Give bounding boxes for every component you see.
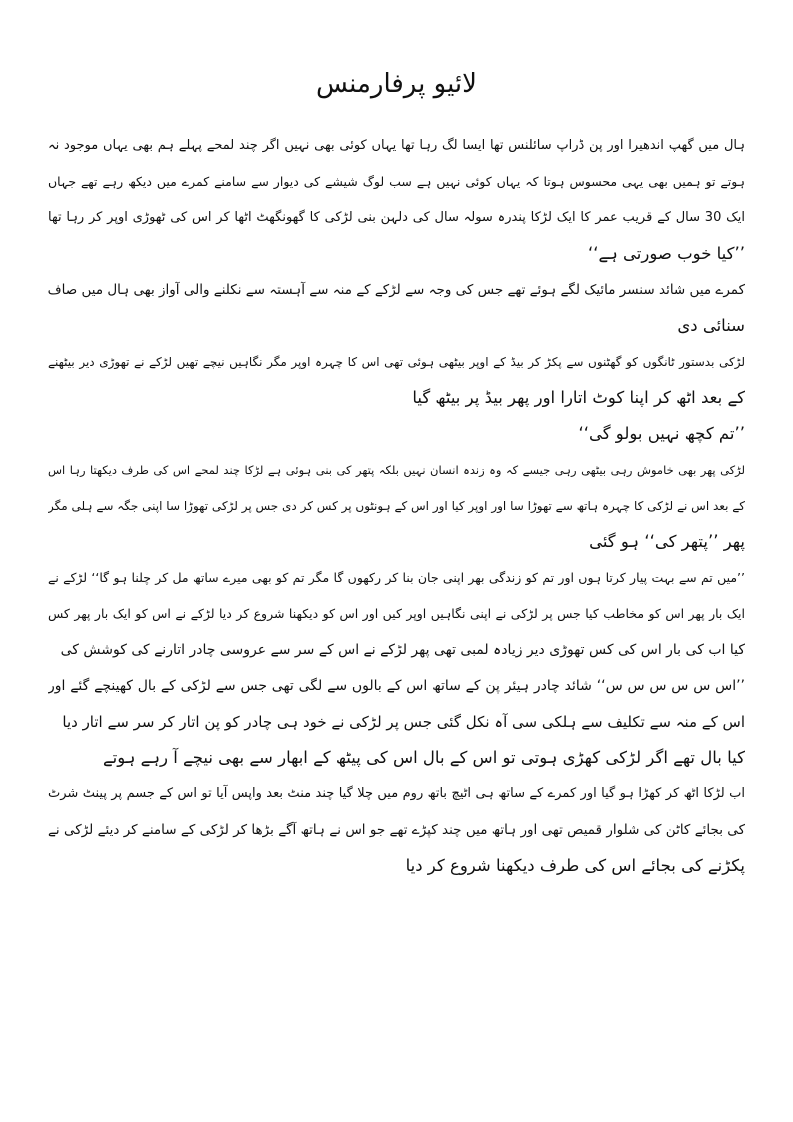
text-line: اب لڑکا اٹھ کر کھڑا ہو گیا اور کمرے کے ساتھ ہی اٹیچ باتھ روم میں چلا گیا چند منٹ بعد واپس آیا تو اس کے جسم پر پینٹ شرٹ (48, 786, 745, 801)
text-line: کیا اب کی بار اس کی کس تھوڑی دیر زیادہ لمبی تھی پھر لڑکے نے اس کے سر سے عروسی چادر اتارنے کی کوشش کی (60, 642, 745, 658)
text-line: کمرے میں شائد سنسر مائیک لگے ہوئے تھے جس کی وجہ سے لڑکے کے منہ سے آہستہ سے نکلنے والی آواز بھی ہال میں صاف (48, 282, 745, 298)
text-line: ایک 30 سال کے قریب عمر کا ایک لڑکا پندرہ سولہ سال کی دلہن بنی لڑکی کا گھونگھٹ اٹھا کر اس کی ٹھوڑی اوپر کر رہا تھا (48, 210, 745, 225)
text-line: ’’کیا خوب صورتی ہے‘‘ (587, 244, 745, 263)
text-line: لڑکی بدستور ٹانگوں کو گھٹنوں سے پکڑ کر بیڈ کے اوپر بیٹھی ہوئی تھی اس کا چہرہ اوپر مگر نگاہیں نیچے تھیں لڑکے نے تھوڑی دیر بیٹھنے (48, 355, 745, 369)
text-line: کے بعد اس نے لڑکی کا چہرہ ہاتھ سے تھوڑا سا اور اوپر کیا اور اس کے ہونٹوں پر کس کر دی جس پر لڑکی تھوڑا سا اپنی جگہ سے ہلی مگر (48, 499, 745, 513)
text-line: ہوتے تو ہمیں بھی یہی محسوس ہوتا کہ یہاں کوئی نہیں ہے سب لوگ شیشے کی دیوار سے سامنے کمرے میں دیکھ رہے تھے جہاں (48, 174, 745, 189)
text-line: سنائی دی (677, 316, 745, 335)
text-line: ’’تم کچھ نہیں بولو گی‘‘ (578, 424, 745, 443)
text-line: لڑکی پھر بھی خاموش رہی بیٹھی رہی جیسے کہ وہ زندہ انسان نہیں بلکہ پتھر کی بنی ہوئی ہے لڑکا چند لمحے اس کی طرف دیکھتا رہا اس (48, 463, 745, 477)
text-line: ’’میں تم سے بہت پیار کرتا ہوں اور تم کو زندگی بھر اپنی جان بنا کر رکھوں گا مگر تم کو بھی میرے ساتھ مل کر چلنا ہو گا‘‘ لڑکے نے (48, 570, 745, 585)
text-line: کے بعد اٹھ کر اپنا کوٹ اتارا اور پھر بیڈ پر بیٹھ گیا (412, 388, 745, 407)
text-line: پھر ’’پتھر کی‘‘ ہو گئی (589, 532, 745, 551)
text-line: کی بجائے کاٹن کی شلوار قمیص تھی اور ہاتھ میں چند کپڑے تھے جو اس نے ہاتھ آگے بڑھا کر لڑکی کے سامنے کر دیئے لڑکی نے (48, 822, 745, 838)
text-line: ایک بار پھر اس کو مخاطب کیا جس پر لڑکی نے اپنی نگاہیں اوپر کیں اور اس کو دیکھنا شروع کر دیا لڑکے نے اس کو ایک بار پھر کس (48, 606, 745, 621)
text-line: ہال میں گھپ اندھیرا اور پن ڈراپ سائلنس تھا ایسا لگ رہا تھا یہاں کوئی بھی نہیں اگر چند لمحے پہلے ہم بھی یہاں موجود نہ (48, 138, 745, 153)
story-text (48, 128, 745, 884)
text-line: پکڑنے کی بجائے اس کی طرف دیکھنا شروع کر دیا (405, 856, 745, 875)
text-line: کیا بال تھے اگر لڑکی کھڑی ہوتی تو اس کے بال اس کی پیٹھ کے ابھار سے بھی نیچے آ رہے ہوتے (102, 748, 745, 767)
page-title: لائیو پرفارمنس (315, 69, 477, 99)
text-line: اس کے منہ سے تکلیف سے ہلکی سی آہ نکل گئی جس پر لڑکی نے خود ہی چادر کو پن اتار کر سر سے اتار دیا (62, 713, 745, 731)
text-line: ’’اس س س س س س‘‘ شائد چادر ہیئر پن کے ساتھ اس کے بالوں سے لگی تھی جس سے لڑکی کے بال کھینچے گئے اور (48, 678, 745, 694)
